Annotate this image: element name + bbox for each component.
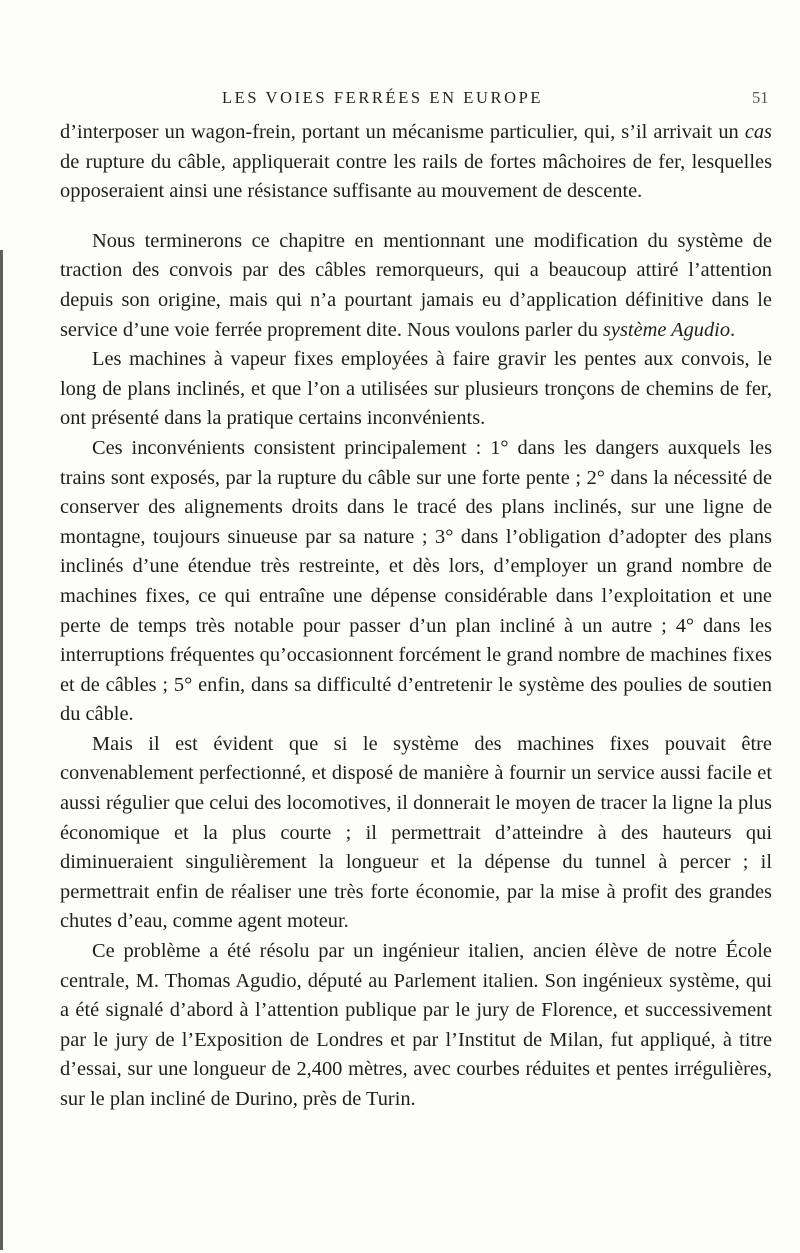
page-number: 51 — [752, 88, 769, 107]
paragraph-1: d’interposer un wagon-frein, portant un mécanisme particulier, qui, s’il arrivait un cas de rupture du câble, appliquerait contre les rails de fortes mâchoires de fer, lesquelles opposeraient ainsi une résistance suffisante au mouvement de descente. — [60, 121, 772, 203]
paragraph-6: Ce problème a été résolu par un ingénieur italien, ancien élève de notre École centrale, M. Thomas Agudio, député au Parlement italien. Son ingénieux système, qui a été signalé d’abord à l’attention publique par le jury de Florence, et successivement par le jury de l’Exposition de Londres et par l’Institut de Milan, fut appliqué, à titre d’essai, sur une longueur de 2,400 mètres, avec courbes réduites et pentes irrégulières, sur le plan incliné de Durino, près de Turin. — [60, 940, 772, 1110]
italic-term: système Agudio — [603, 318, 731, 341]
italic-term: cas — [744, 121, 772, 143]
paragraph-4: Ces inconvénients consistent principalement : 1° dans les dangers auxquels les trains sont exposés, par la rupture du câble sur une forte pente ; 2° dans la nécessité de conserver des alignements droits dans le tracé des plans inclinés, sur une ligne de montagne, toujours sinueuse par sa nature ; 3° dans l’obligation d’adopter des plans inclinés d’une étendue très restreinte, et dès lors, d’employer un grand nombre de machines fixes, ce qui entraîne une dépense considérable dans l’exploitation et une perte de temps très notable pour passer d’un plan incliné à un autre ; 4° dans les interruptions fréquentes qu’occasionnent forcément le grand nombre de machines fixes et de câbles ; 5° enfin, dans sa difficulté d’entretenir le système des poulies de soutien du câble. — [60, 436, 772, 726]
paragraph-3: Les machines à vapeur fixes employées à faire gravir les pentes aux convois, le long de plans inclinés, et que l’on a utilisées sur plusieurs tronçons de chemins de fer, ont présenté dans la pratique certains inconvénients. — [60, 348, 772, 430]
paragraph-5: Mais il est évident que si le système des machines fixes pouvait être convenablement perfectionné, et disposé de manière à fournir un service aussi facile et aussi régulier que celui des locomotives, il donnerait le moyen de tracer la ligne la plus économique et la plus courte ; il permettrait d’atteindre à des hauteurs qui diminueraient singulièrement la longueur et la dépense du tunnel à percer ; il permettrait enfin de réaliser une très forte économie, par la mise à profit des grandes chutes d’eau, comme agent moteur. — [60, 732, 772, 933]
body-text — [60, 118, 772, 1115]
running-title: LES VOIES FERRÉES EN EUROPE — [222, 88, 544, 107]
paragraph-2: Nous terminerons ce chapitre en mentionnant une modification du système de traction des convois par des câbles remorqueurs, qui a beaucoup attiré l’attention depuis son origine, mais qui n’a pourtant jamais eu d’application définitive dans le service d’une voie ferrée proprement dite. Nous voulons parler du système Agudio. — [60, 229, 772, 341]
page-edge-shadow — [0, 250, 3, 1250]
